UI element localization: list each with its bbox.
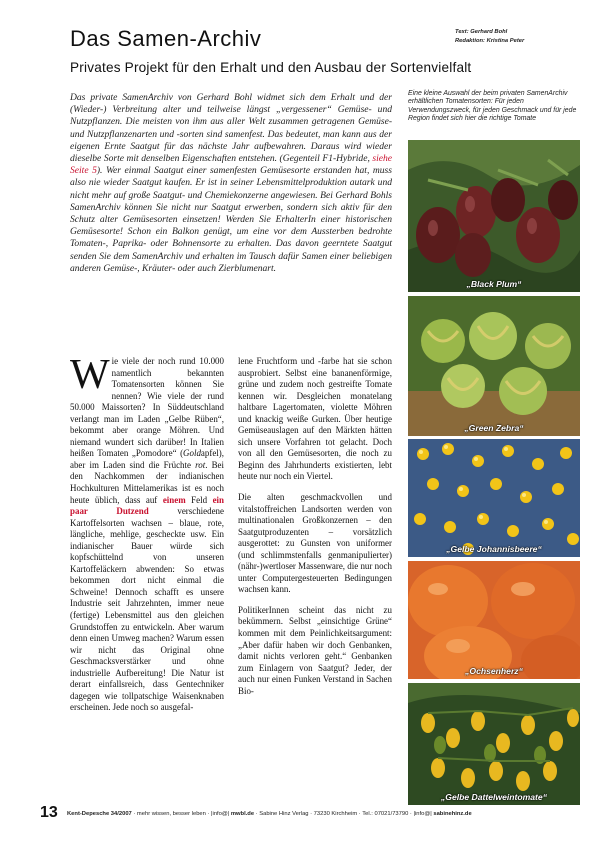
footer-text: · Sabine Hinz Verlag · 73230 Kirchheim · Tel.: 07021/73790 · |info@| — [254, 811, 434, 817]
footer-issue: Kent-Depesche 34/2007 — [67, 811, 132, 817]
footer-text: · mehr wissen, besser leben · |info@| — [131, 811, 231, 817]
currant-tomato-illustration — [408, 439, 580, 557]
body-paragraph: Die alten geschmackvollen und vitalstoffreichen Landsorten werden von multinationalen Großkonzernen – den Saatgutproduzenten – vorsätzlich ausgerottet: zu Gunsten von uniformer (und schlimmstenfalls genmanipulierter) (nähr-)wertloser Massenware, die nur noch unter Computergesteuerten Bedingungen wachsen kann. — [238, 492, 392, 595]
tomato-photo-black-plum — [408, 140, 580, 292]
author-credit: Text: Gerhard Bohl — [455, 29, 508, 35]
tomato-photo-ochsenherz — [408, 561, 580, 679]
photo-label: „Black Plum“ — [466, 279, 522, 289]
body-column-2 — [238, 356, 392, 706]
photo-label: „Ochsenherz“ — [465, 666, 523, 676]
body-text: ie viele der noch rund 10.000 namentlich bekannten Tomatensorten können Sie nennen? Wie viele der rund 50.000 Maissorten? In Süddeutschland verlangt man im Laden „Gelbe Rüben“, bekommt aber orange Möhren. Und niemand wundert sich darüber! In Italien heißen Tomaten „Pomodore“ ( — [70, 356, 224, 459]
black-plum-illustration — [408, 140, 580, 292]
body-text: Feld — [185, 494, 213, 505]
page-reference-link[interactable]: siehe Seite 5 — [70, 153, 392, 177]
highlight-text: einem — [162, 494, 186, 505]
tomato-photo-gelbe-johannisbeere — [408, 439, 580, 557]
body-paragraph: PolitikerInnen scheint das nicht zu bekümmern. Selbst „einsichtige Grüne“ kommen mit dem Peinlichkeitsargument: „Aber dafür haben wir doch Genbanken, damit nichts verloren geht.“ Genbanken zum Einlagern von Saatgut? Jeder, der auch nur einen Funken Verstand in Sachen Bio- — [238, 604, 392, 696]
intro-text-a: Das private SamenArchiv von Gerhard Bohl widmet sich dem Erhalt und der (Wieder-) Verbreitung alter und teilweise längst „vergessener“ Gemüse- und Nutzpflanzen. Die meisten von ihm aus aller Welt zusammen getragenen Gemüse- und Nutzpflanzenarten und -sorten sind samenfest. Das bedeutet, man kann aus der eigenen Ernte Saatgut für das nächste Jahr aufbewahren. Daraus wird wieder dieselbe Sorte mit denselben Eigenschaften entstehen. (Gegenteil F1-Hybride, — [70, 92, 392, 165]
body-paragraph — [70, 352, 225, 714]
editor-credit: Redaktion: Kristina Peter — [455, 38, 525, 44]
oxheart-tomato-illustration — [408, 561, 580, 679]
photo-label: „Green Zebra“ — [464, 423, 524, 433]
highlight-text: ein paar Dutzend — [70, 494, 225, 517]
emphasis-text: Gold — [183, 448, 201, 459]
body-text: apfel), aber im Laden sind die Früchte — [70, 448, 224, 470]
author-credits — [455, 28, 524, 46]
body-paragraph: lene Fruchtform und -farbe hat sie schon ausprobiert. Selbst eine bananenförmige, grüne und zudem noch gestreifte Tomate kennen wir. Desgleichen monatelang haltbare Lagertomaten, violette Möhren und knackig weiße Gurken. Über heutige Gemüseauslagen auf den Märkten hätten sich unsere Vorfahren tot gelacht. Doch von all den Gemüsesorten, die noch zu Beginn des Jahrhunderts existierten, lebt heute nur noch ein Viertel. — [238, 356, 392, 482]
photo-caption: Eine kleine Auswahl der beim privaten SamenArchiv erhältlichen Tomatensorten: Für jeden Verwendungszweck, für jeden Geschmack und für jede Region findet sich hier die richtige Tomate — [408, 90, 577, 122]
intro-text-b: ). Wer einmal Saatgut einer samenfesten Gemüsesorte erstanden hat, muss also nie wieder Saatgut kaufen. Er ist in seiner Lebensmittelproduktion autark und nicht mehr auf große Saatgut- und Chemiekonzerne angewiesen. Bei Gerhard Bohls SamenArchiv können Sie nicht nur Saatgut erwerben, sondern sich aktiv für den Schutz alter Gemüsesorten einsetzen! Werden Sie ErhalterIn einer historischen Gemüsesorte! Schon ein Balkon genügt, um eine vor dem Aussterben bedrohte Tomaten-, Paprika- oder Bohnensorte zu erhalten. Das davon geerntete Saatgut senden Sie dem SamenArchiv und erhalten im Tausch dafür Samen einer beliebigen anderen Gemüse-, Kräuter- oder auch Zierblumenart. — [70, 165, 392, 274]
intro-paragraph — [70, 92, 392, 275]
footer-website-link[interactable]: sabinehinz.de — [433, 811, 472, 817]
tomato-photo-gelbe-dattelweintomate — [408, 683, 580, 805]
body-text: verschiedene Kartoffelsorten wachsen – blaue, rote, längliche, mehlige, gescheckte usw. Ein indianischer Bauer würde sich kopfschüttelnd von unseren Kartoffeläckern abwenden: So etwas bekommen dort nicht einmal die Schweine! Dennoch schafft es unsere Industrie seit Jahrzehnten, immer neue (fertige) Lebensmittel aus den gleichen Grundstoffen zu entwickeln. Aber warum denn einen Umweg machen? Warum essen wir nicht das Original ohne Geschmacksverstärker und ohne industrielle Aufbereitung! Die Natur ist derart einfallsreich, dass Gentechniker dagegen wie tollpatschige Waisenknaben erscheinen. Jede noch so ausgefal- — [70, 506, 224, 713]
article-title: Das Samen-Archiv — [70, 26, 262, 51]
photo-label: „Gelbe Johannisbeere“ — [446, 544, 542, 554]
green-zebra-illustration — [408, 296, 580, 436]
tomato-photo-green-zebra — [408, 296, 580, 436]
photo-label: „Gelbe Dattelweintomate“ — [440, 792, 547, 802]
drop-cap: W — [70, 352, 110, 398]
body-column-1 — [70, 352, 225, 723]
body-text: . Bei den Nachkommen der indianischen Hochkulturen Mittelamerikas ist es noch heute üblich, dass auf — [70, 459, 224, 505]
footer-line — [67, 811, 472, 817]
page-number: 13 — [40, 804, 58, 821]
footer-website-link[interactable]: mwbl.de — [230, 811, 255, 817]
article-subtitle: Privates Projekt für den Erhalt und den Ausbau der Sortenvielfalt — [70, 60, 472, 75]
date-tomato-illustration — [408, 683, 580, 805]
emphasis-text: rot — [195, 459, 206, 470]
